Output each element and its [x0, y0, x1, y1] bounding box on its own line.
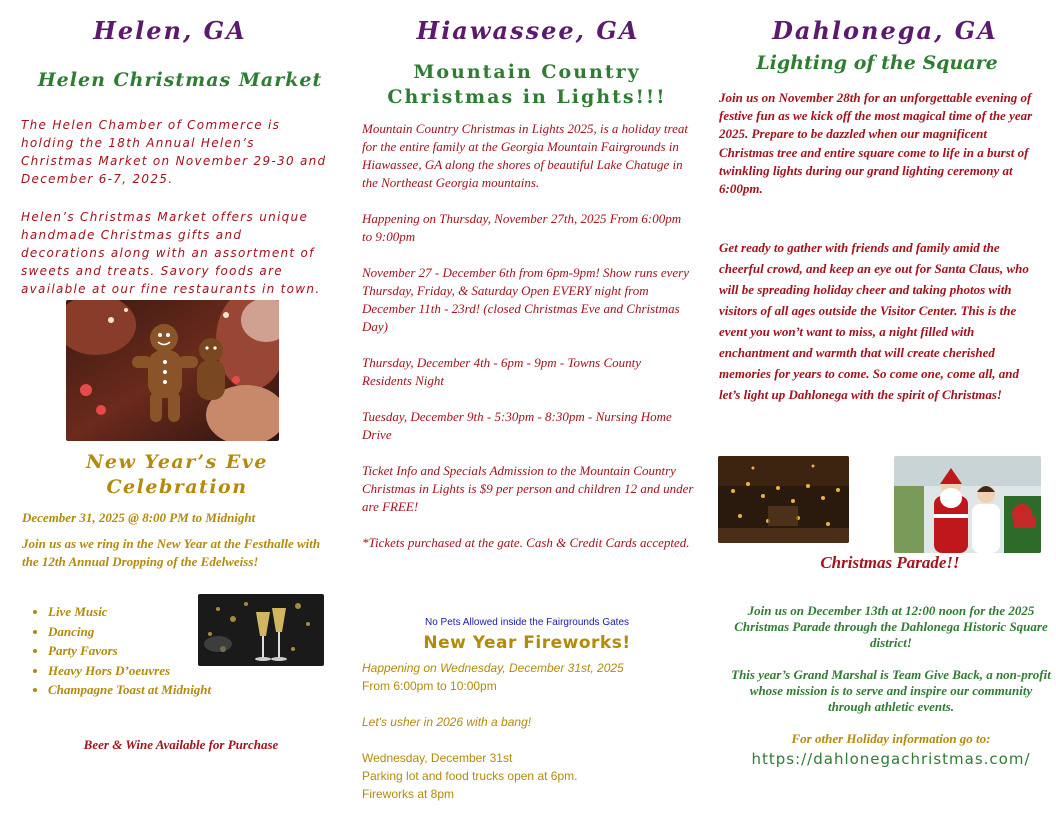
ticket-info: Ticket Info and Specials Admission to the Mountain Country Christmas in Lights is $9 per person and children 12 and under are FREE!: [362, 463, 694, 514]
lights-opening-date: Happening on Thursday, November 27th, 2025 From 6:00pm to 9:00pm: [362, 211, 682, 244]
square-lights-photo: [718, 456, 849, 543]
lighting-square-heading: Lighting of the Square: [756, 52, 998, 74]
list-item: • Dancing: [48, 623, 298, 641]
parade-date: Join us on December 13th at 12:00 noon for the 2025 Christmas Parade through the Dahlonega Historic Square district!: [734, 603, 1048, 650]
fireworks-day: Wednesday, December 31st: [362, 751, 513, 765]
nye-title: New Year’s Eve Celebration: [86, 451, 268, 498]
list-item: • Heavy Hors D’oeuvres: [48, 662, 298, 680]
fireworks-details: [362, 659, 692, 803]
fireworks-parking: Parking lot and food trucks open at 6pm.: [362, 769, 578, 783]
list-item: • Live Music: [48, 603, 298, 621]
helen-title: Helen, GA: [93, 16, 247, 45]
gingerbread-photo: [66, 300, 279, 441]
fireworks-title: New Year Fireworks!: [423, 633, 631, 653]
lighting-description: Get ready to gather with friends and family amid the cheerful crowd, and keep an eye out for Santa Claus, who will be spreading holiday cheer and taking photos with visitors of all ages outside the Visitor Center. This is the event you won’t want to miss, a night filled with enchantment and warmth that will create cherished memories for years to come. So come one, come all, and let’s light up Dahlonega with the spirit of Christmas!: [719, 240, 1029, 402]
santa-photo: [894, 456, 1041, 553]
lights-schedule: November 27 - December 6th from 6pm-9pm! Show runs every Thursday, Friday, & Saturday Open EVERY night from December 11th - 23rd! (closed Christmas Eve and Christmas Day): [362, 265, 689, 334]
list-item: • Champagne Toast at Midnight: [48, 681, 298, 699]
holiday-info-label: For other Holiday information go to:: [791, 731, 991, 746]
ticket-payment-note: *Tickets purchased at the gate. Cash & Credit Cards accepted.: [362, 535, 690, 550]
list-item: • Party Favors: [48, 642, 298, 660]
helen-market-intro: The Helen Chamber of Commerce is holding the 18th Annual Helen’s Christmas Market on November 29-30 and December 6-7, 2025.: [21, 118, 327, 186]
champagne-photo: [198, 594, 324, 666]
hiawassee-title: Hiawassee, GA: [416, 16, 640, 45]
beer-wine-note: Beer & Wine Available for Purchase: [83, 737, 279, 752]
fireworks-date: Happening on Wednesday, December 31st, 2025: [362, 661, 624, 675]
fireworks-hours: From 6:00pm to 10:00pm: [362, 679, 497, 693]
towns-county-night: Thursday, December 4th - 6pm - 9pm - Towns County Residents Night: [362, 355, 642, 388]
nye-date: December 31, 2025 @ 8:00 PM to Midnight: [22, 510, 256, 525]
lights-intro: Mountain Country Christmas in Lights 2025, is a holiday treat for the entire family at the Georgia Mountain Fairgrounds in Hiawassee, GA along the shores of beautiful Lake Chatuge in the Northeast Georgia mountains.: [362, 121, 688, 190]
lighting-intro: Join us on November 28th for an unforgettable evening of festive fun as we kick off the most magical time of the year 2025. Prepare to be dazzled when our magnificent Christmas tree and entire square come to life in a burst of twinkling lights during our grand lighting ceremony at 6:00pm.: [719, 90, 1033, 197]
hiawassee-details: [362, 120, 694, 552]
no-pets-notice: No Pets Allowed inside the Fairgrounds Gates: [425, 617, 629, 628]
fireworks-tagline: Let's usher in 2026 with a bang!: [362, 715, 532, 729]
nye-intro: Join us as we ring in the New Year at the Festhalle with the 12th Annual Dropping of the Edelweiss!: [22, 536, 321, 569]
nursing-home-drive: Tuesday, December 9th - 5:30pm - 8:30pm - Nursing Home Drive: [362, 409, 672, 442]
helen-market-heading: Helen Christmas Market: [37, 69, 323, 91]
grand-marshal: This year’s Grand Marshal is Team Give Back, a non-profit whose mission is to serve and inspire our community through athletic events.: [731, 667, 1051, 714]
dahlonega-christmas-link[interactable]: https://dahlonegachristmas.com/: [751, 750, 1031, 768]
dahlonega-title: Dahlonega, GA: [772, 16, 998, 45]
fireworks-start: Fireworks at 8pm: [362, 787, 455, 801]
christmas-in-lights-heading: Mountain Country Christmas in Lights!!!: [387, 61, 667, 108]
parade-details: [728, 603, 1054, 747]
helen-market-description: Helen’s Christmas Market offers unique handmade Christmas gifts and decorations along with an assortment of sweets and treats. Savory foods are available at our fine restaurants in town.: [21, 210, 321, 296]
parade-title: Christmas Parade!!: [820, 553, 960, 572]
